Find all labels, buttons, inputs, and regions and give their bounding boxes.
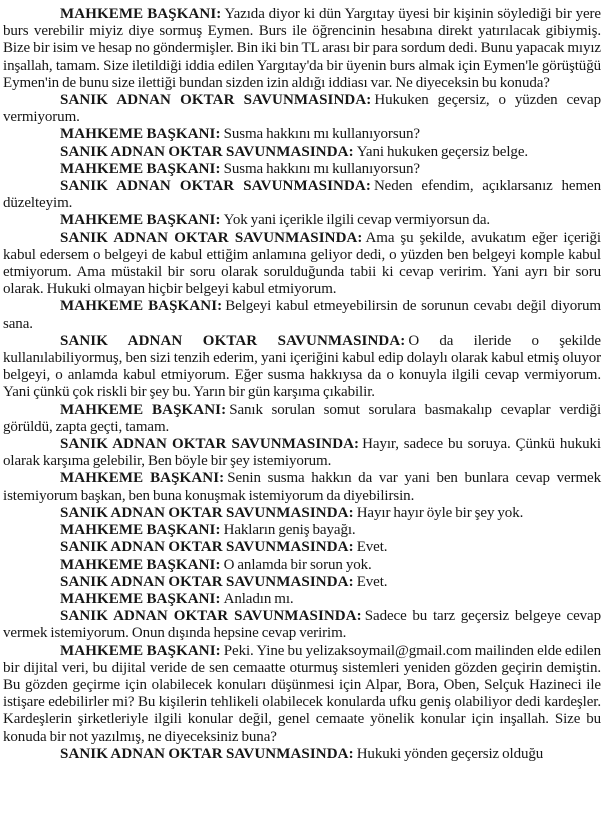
speaker-label: MAHKEME BAŞKANI: <box>60 212 221 229</box>
transcript-paragraph <box>3 539 601 556</box>
speech-text: Evet. <box>356 573 388 590</box>
speaker-label: MAHKEME BAŞKANI: <box>60 298 223 315</box>
speech-text: Hayır hayır öyle bir şey yok. <box>356 504 524 521</box>
transcript <box>3 6 601 763</box>
speech-text: Susma hakkını mı kullanıyorsun? <box>223 160 420 177</box>
speech-text: Belgeyi kabul etmeyebilirsin de sorunun cevabı değil diyorum sana. <box>3 298 602 332</box>
transcript-paragraph <box>3 574 601 591</box>
speech-text: Sanık sorulan somut sorulara basmakalıp cevaplar verdiği görüldü, zapta geçti, tamam. <box>3 401 602 435</box>
transcript-paragraph <box>3 230 601 299</box>
transcript-paragraph <box>3 557 601 574</box>
speaker-label: SANIK ADNAN OKTAR SAVUNMASINDA: <box>60 92 372 109</box>
transcript-paragraph <box>3 333 601 402</box>
speaker-label: MAHKEME BAŞKANI: <box>60 522 221 539</box>
speech-text: Neden efendim, açıklarsanız hemen düzelteyim. <box>3 178 601 212</box>
transcript-paragraph <box>3 505 601 522</box>
transcript-paragraph <box>3 608 601 642</box>
speaker-label: SANIK ADNAN OKTAR SAVUNMASINDA: <box>60 229 363 246</box>
speech-text: O da ileride o şekilde kullanılabiliyormuş, ben sizi tenzih ederim, yani içeriğini kabul edip dolaylı olarak kabul etmiş oluyor belgeyi, o anlamda kabul etmiyorum. Eğer susma hakkıysa da o konuyla ilgili cevap vermiyorum. Yani çünkü çok riskli bir şey bu. Yarın bir gün karşıma çıkabilir. <box>3 332 601 401</box>
speaker-label: SANIK ADNAN OKTAR SAVUNMASINDA: <box>60 745 354 762</box>
transcript-paragraph <box>3 746 601 763</box>
speech-text: Yani hukuken geçersiz belge. <box>356 143 529 160</box>
transcript-paragraph <box>3 643 601 746</box>
speech-text: Yok yani içerikle ilgili cevap vermiyorsun da. <box>223 212 491 229</box>
speech-text: Sadece bu tarz geçersiz belgeye cevap vermek istemiyorum. Onun dışında hepsine cevap veririm. <box>3 608 601 642</box>
speaker-label: MAHKEME BAŞKANI: <box>60 642 221 659</box>
transcript-paragraph <box>3 522 601 539</box>
speaker-label: SANIK ADNAN OKTAR SAVUNMASINDA: <box>60 178 371 195</box>
speaker-label: SANIK ADNAN OKTAR SAVUNMASINDA: <box>60 608 362 625</box>
speaker-label: SANIK ADNAN OKTAR SAVUNMASINDA: <box>60 504 354 521</box>
transcript-paragraph <box>3 470 601 504</box>
speech-text: Susma hakkını mı kullanıyorsun? <box>223 126 420 143</box>
speech-text: Hayır, sadece bu soruya. Çünkü hukuki olarak karşıma gelebilir, Ben böyle bir şey istemiyorum. <box>3 436 601 470</box>
speaker-label: MAHKEME BAŞKANI: <box>60 556 221 573</box>
speech-text: Senin susma hakkın da var yani ben bunlara cevap vermek istemiyorum başkan, ben buna konuşmak istemiyorum da diyebilirsin. <box>3 470 601 504</box>
speaker-label: SANIK ADNAN OKTAR SAVUNMASINDA: <box>60 332 406 349</box>
speech-text: Evet. <box>356 539 388 556</box>
speech-text: Anladın mı. <box>223 590 294 607</box>
speech-text: Hakların geniş bayağı. <box>223 522 356 539</box>
speaker-label: MAHKEME BAŞKANI: <box>60 470 225 487</box>
transcript-paragraph <box>3 591 601 608</box>
transcript-paragraph <box>3 144 601 161</box>
transcript-paragraph <box>3 402 601 436</box>
transcript-paragraph <box>3 6 601 92</box>
speech-text: O anlamda bir sorun yok. <box>223 556 372 573</box>
speaker-label: MAHKEME BAŞKANI: <box>60 6 222 22</box>
transcript-paragraph <box>3 212 601 229</box>
transcript-paragraph <box>3 92 601 126</box>
speech-text: Peki. Yine bu yelizaksoymail@gmail.com mailinden elde edilen bir dijital veri, bu dijital veride de sen cemaatte oturmuş sistemleri yeniden gözden geçirin demiştin. Bu gözden geçirme için olabilecek konuları düşünmesi için Alpar, Bora, Oben, Selçuk Hazineci ile istişare edebilirler mi? Bu kişilerin tehlikeli olabilecek konularda ufku geniş olabiliyor dedi kardeşler. Kardeşlerin şirketleriyle ilgili konular değil, genel cemaate yönelik konular için inşallah. Size bu konuda bir not yazılmış, ne diyeceksiniz buna? <box>3 642 601 745</box>
transcript-paragraph <box>3 126 601 143</box>
speech-text: Ama şu şekilde, avukatım eğer içeriği kabul edersem o belgeyi de kabul ettiğim anlamına geliyor dedi, o yüzden ben belgeyi komple kabul etmiyorum. Ama müstakil bir soru olarak sorulduğunda tabii ki cevap veririm. Yani ayrı bir soru olarak. Hukuki olmayan hiçbir belgeyi kabul etmiyorum. <box>3 229 601 298</box>
speech-text: Hukuki yönden geçersiz olduğu <box>356 745 544 762</box>
speech-text: Hukuken geçersiz, o yüzden cevap vermiyorum. <box>3 92 601 126</box>
transcript-paragraph <box>3 161 601 178</box>
transcript-paragraph <box>3 436 601 470</box>
speaker-label: SANIK ADNAN OKTAR SAVUNMASINDA: <box>60 436 360 453</box>
speaker-label: SANIK ADNAN OKTAR SAVUNMASINDA: <box>60 573 354 590</box>
speech-text: Yazıda diyor ki dün Yargıtay üyesi bir kişinin söylediği bir yere burs verebilir miyiz diye sormuş Eymen. Burs ile öğrencinin hesabına direkt yatırılacak gibiymiş. Bize bir isim ve hesap no göndermişler. Bin iki bin TL arası bir para sordum dedi. Bunu yapacak mıyız inşallah, tamam. Size iletildiği iddia edilen Yargıtay'da bir üyenin burs almak için Eymen'le görüştüğü Eymen'in de bunu size ilettiği bundan sizden izin aldığı iddiası var. Ne diyeceksin bu konuda? <box>3 6 601 91</box>
speaker-label: MAHKEME BAŞKANI: <box>60 126 221 143</box>
transcript-paragraph <box>3 178 601 212</box>
speaker-label: MAHKEME BAŞKANI: <box>60 160 221 177</box>
transcript-paragraph <box>3 298 601 332</box>
speaker-label: MAHKEME BAŞKANI: <box>60 590 221 607</box>
speaker-label: SANIK ADNAN OKTAR SAVUNMASINDA: <box>60 539 354 556</box>
speaker-label: MAHKEME BAŞKANI: <box>60 401 227 418</box>
speaker-label: SANIK ADNAN OKTAR SAVUNMASINDA: <box>60 143 354 160</box>
